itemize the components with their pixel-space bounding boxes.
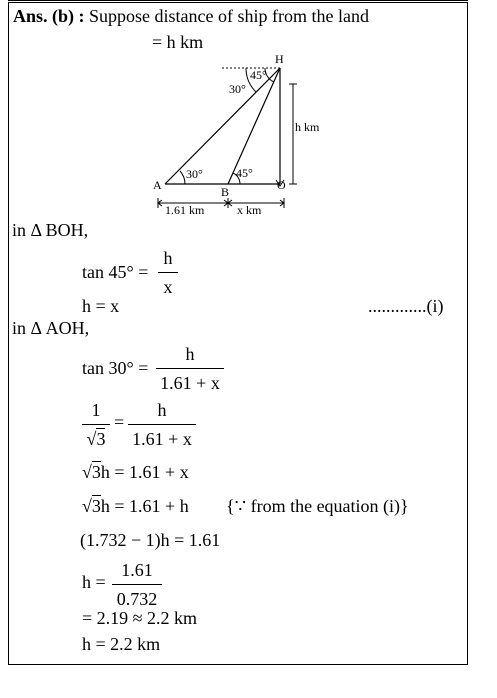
angle-top-45: 45° [250,68,267,82]
eq6-note: {∵ from the equation (i)} [226,496,409,516]
eq5: √3h = 1.61 + x [82,462,189,482]
height-label: h km [295,120,320,134]
eq3-fraction [156,344,224,393]
point-a: A [153,178,162,192]
eq4-equals: = [114,412,125,432]
eq3-lhs: tan 30° = [82,358,149,378]
eq5-rest: h = 1.61 + x [100,462,189,482]
top-rule [8,0,468,1]
eq8-fraction [112,560,162,609]
eq6: √3h = 1.61 + h [82,496,189,516]
triangle-aoh-heading: in Δ AOH, [12,318,90,338]
eq4-right-fraction [128,400,196,449]
assumption: = h km [152,32,204,52]
answer-heading [13,6,369,26]
eq8-denominator: 0.732 [116,589,158,609]
point-h: H [275,52,284,66]
angle-b-45: 45° [236,166,253,180]
eq7: (1.732 − 1)h = 1.61 [80,530,221,550]
eq6-radicand: 3 [91,496,101,516]
eq1-denominator: x [163,277,173,297]
eq1-fraction [158,248,178,297]
eq8-lhs: h = [82,572,106,592]
eq4-right-numerator: h [157,400,167,420]
eq1-numerator: h [163,248,173,268]
eq9: = 2.19 ≈ 2.2 km [82,608,198,628]
arc-a-30 [180,171,185,184]
answer-intro: Suppose distance of ship from the land [89,6,369,26]
angle-a-30: 30° [186,167,203,181]
eq4-left-numerator: 1 [91,400,101,420]
sight-line-a [165,68,280,184]
point-b: B [221,185,230,199]
triangle-boh-heading: in Δ BOH, [12,220,89,240]
point-o: O [277,178,286,192]
eq4-left-fraction [82,400,110,449]
eq2: h = x [82,296,120,316]
eq1-lhs: tan 45° = [82,262,149,282]
eq3-numerator: h [185,344,195,364]
answer-label: Ans. (b) : [13,6,85,26]
final-answer: h = 2.2 km [82,634,161,654]
eq3-denominator: 1.61 + x [160,373,220,393]
eq6-rest: h = 1.61 + h [100,496,189,516]
ab-label: 1.61 km [165,203,205,217]
eq4-right-denominator: 1.61 + x [132,429,192,449]
eq4-radicand: 3 [96,429,106,449]
angle-top-30: 30° [229,82,246,96]
bo-label: x km [237,203,262,217]
eq8-numerator: 1.61 [121,560,153,580]
eq4-left-denominator: √3 [86,429,106,449]
eq2-tag: .............(i) [368,296,444,316]
eq5-radicand: 3 [91,462,101,482]
